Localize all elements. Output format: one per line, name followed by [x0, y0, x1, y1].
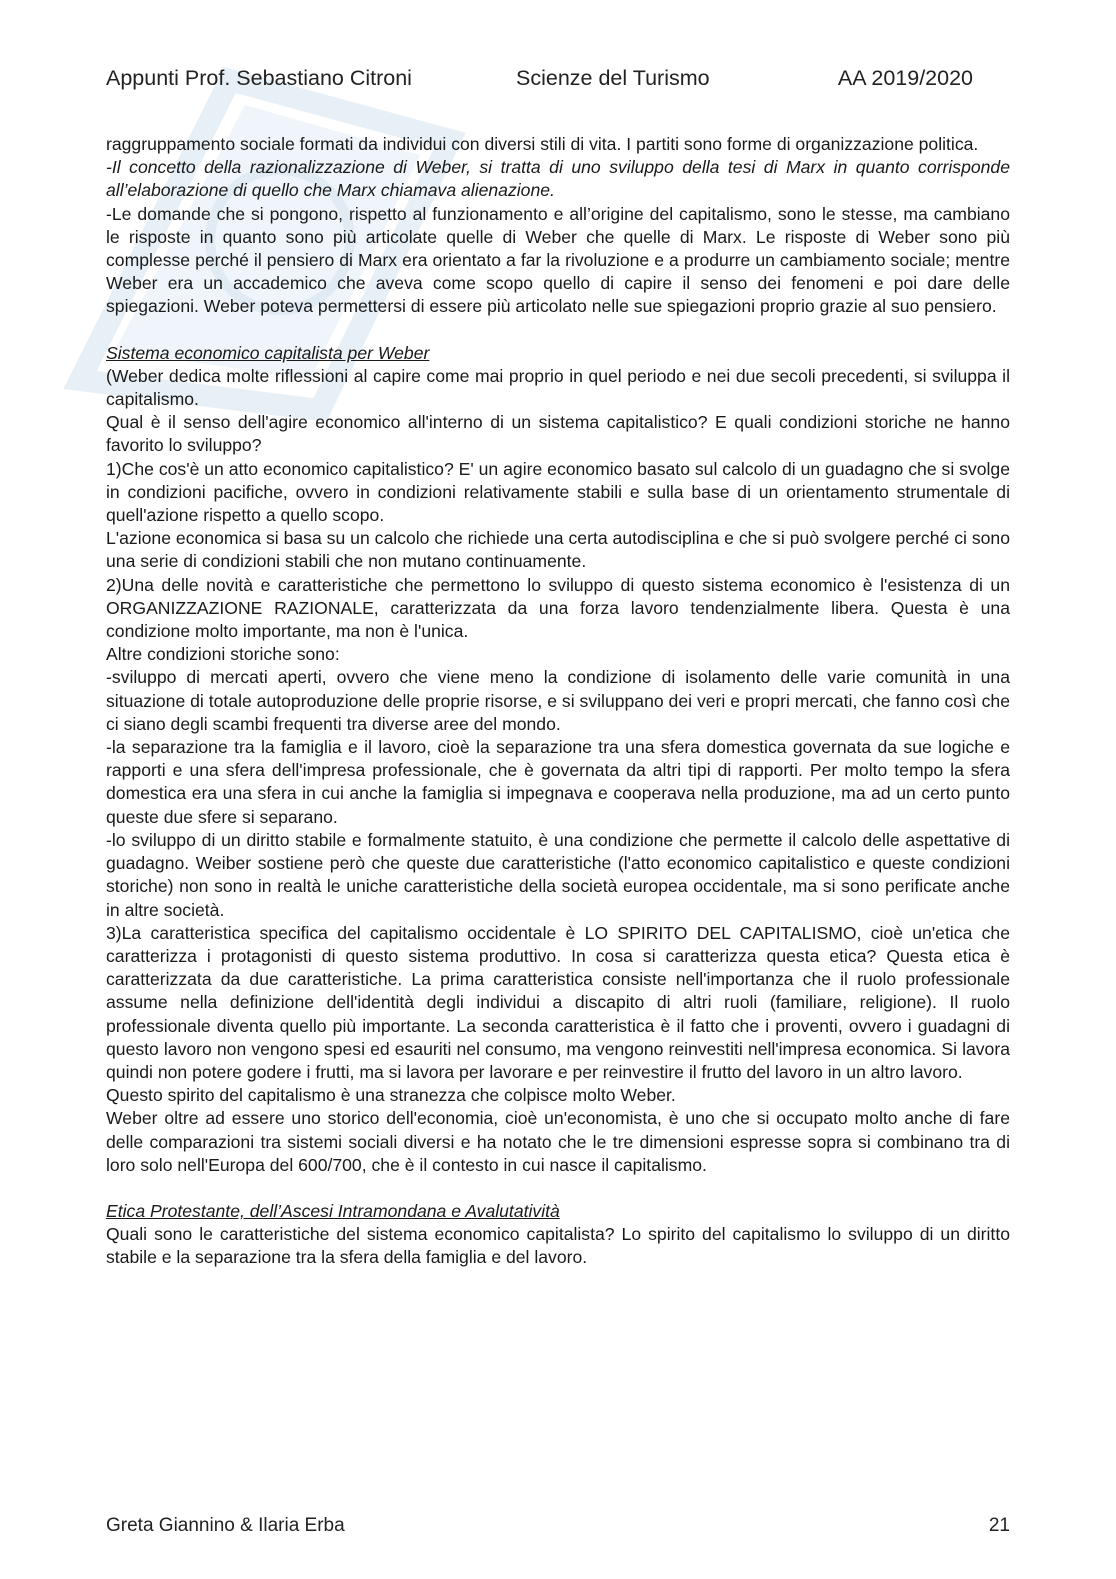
paragraph: Weber oltre ad essere uno storico dell'economia, cioè un'economista, è uno che si occupato molto anche di fare delle comparazioni tra sistemi sociali diversi e ha notato che le tre dimensioni espresse sopra si combinano tra di loro solo nell'Europa del 600/700, che è il contesto in cui nasce il capitalismo.	[106, 1108, 1010, 1175]
paragraph: Quali sono le caratteristiche del sistema economico capitalista? Lo spirito del capitalismo lo sviluppo di un diritto stabile e la separazione tra la sfera della famiglia e del lavoro.	[106, 1224, 1010, 1268]
paragraph: (Weber dedica molte riflessioni al capire come mai proprio in quel periodo e nei due secoli precedenti, si sviluppa il capitalismo.	[106, 365, 1010, 410]
page-body	[106, 133, 1010, 1270]
page-footer	[106, 1515, 1010, 1541]
paragraph-italic: -Il concetto della razionalizzazione di Weber, si tratta di uno sviluppo della tesi di Marx in quanto corrisponde all’elaborazione di quello che Marx chiamava alienazione.	[106, 157, 1010, 201]
page-header	[106, 66, 1010, 96]
spacer	[106, 1177, 1010, 1200]
paragraph: Qual è il senso dell'agire economico all'interno di un sistema capitalistico? E quali condizioni storiche ne hanno favorito lo sviluppo?	[106, 412, 1010, 456]
paragraph: Questo spirito del capitalismo è una stranezza che colpisce molto Weber.	[106, 1085, 676, 1106]
paragraph: -la separazione tra la famiglia e il lavoro, cioè la separazione tra una sfera domestica governata da sue logiche e rapporti e una sfera dell'impresa professionale, che è governata da altri tipi di rapporti. Per molto tempo la sfera domestica era una sfera in cui anche la famiglia si impegnava e cooperava nella produzione, ma ad un certo punto queste due sfere si separano.	[106, 737, 1010, 827]
paragraph: Altre condizioni storiche sono:	[106, 644, 340, 665]
footer-authors: Greta Giannino & Ilaria Erba	[106, 1515, 345, 1536]
paragraph: -Le domande che si pongono, rispetto al funzionamento e all’origine del capitalismo, sono le stesse, ma cambiano le risposte in quanto sono più articolate quelle di Weber che quelle di Marx. Le risposte di Weber sono più complesse perché il pensiero di Marx era orientato a far la rivoluzione e a produrre un cambiamento sociale; mentre Weber era un accademico che aveva come scopo quello di capire il senso dei fenomeni e poi dare delle spiegazioni. Weber poteva permettersi di essere più articolato nelle sue spiegazioni proprio grazie al suo pensiero.	[106, 203, 1010, 317]
paragraph: -sviluppo di mercati aperti, ovvero che viene meno la condizione di isolamento delle varie comunità in una situazione di totale autoproduzione delle proprie risorse, e si sviluppano dei veri e propri mercati, che fanno così che ci siano degli scambi frequenti tra diverse aree del mondo.	[106, 667, 1010, 734]
spacer	[106, 319, 1010, 342]
paragraph: 3)La caratteristica specifica del capitalismo occidentale è LO SPIRITO DEL CAPITALISMO, cioè un'etica che caratterizza i protagonisti di questo sistema produttivo. In cosa si caratterizza questa etica? Questa etica è caratterizzata da due caratteristiche. La prima caratteristica consiste nell'importanza che il ruolo professionale assume nella definizione dell'identità degli individui a discapito di altri ruoli (familiare, religione). Il ruolo professionale diventa quello più importante. La seconda caratteristica è il fatto che i proventi, ovvero i guadagni di questo lavoro non vengono spesi ed esauriti nel consumo, ma vengono reinvestiti nell'impresa economica. Si lavora quindi non potere godere i frutti, ma si lavora per lavorare e per reinvestire il frutto del lavoro in un altro lavoro.	[106, 922, 1010, 1082]
paragraph: 2)Una delle novità e caratteristiche che permettono lo sviluppo di questo sistema economico è l'esistenza di un ORGANIZZAZIONE RAZIONALE, caratterizzata da una forza lavoro tendenzialmente libera. Questa è una condizione molto importante, ma non è l'unica.	[106, 574, 1010, 642]
paragraph: -lo sviluppo di un diritto stabile e formalmente statuito, è una condizione che permette il calcolo delle aspettative di guadagno. Weiber sostiene però che queste due caratteristiche (l'atto economico capitalistico e queste condizioni storiche) non sono in realtà le uniche caratteristiche della società europea occidentale, ma si sono perificate anche in altre società.	[106, 829, 1010, 920]
section-title-protestant-ethic: Etica Protestante, dell’Ascesi Intramondana e Avalutatività	[106, 1200, 560, 1221]
header-course-name: Scienze del Turismo	[516, 66, 710, 90]
page-number: 21	[988, 1515, 1010, 1536]
paragraph: L'azione economica si basa su un calcolo che richiede una certa autodisciplina e che si può svolgere perché ci sono una serie di condizioni stabili che non mutano continuamente.	[106, 528, 1010, 572]
paragraph: 1)Che cos'è un atto economico capitalistico? E' un agire economico basato sul calcolo di un guadagno che si svolge in condizioni pacifiche, ovvero in condizioni relativamente stabili e sulla base di un orientamento strumentale di quell'azione rispetto a quello scopo.	[106, 458, 1010, 526]
section-title-capitalism: Sistema economico capitalista per Weber	[106, 342, 430, 363]
paragraph: raggruppamento sociale formati da individui con diversi stili di vita. I partiti sono forme di organizzazione politica.	[106, 134, 979, 154]
header-academic-year: AA 2019/2020	[837, 66, 973, 90]
header-course-notes: Appunti Prof. Sebastiano Citroni	[106, 66, 412, 90]
